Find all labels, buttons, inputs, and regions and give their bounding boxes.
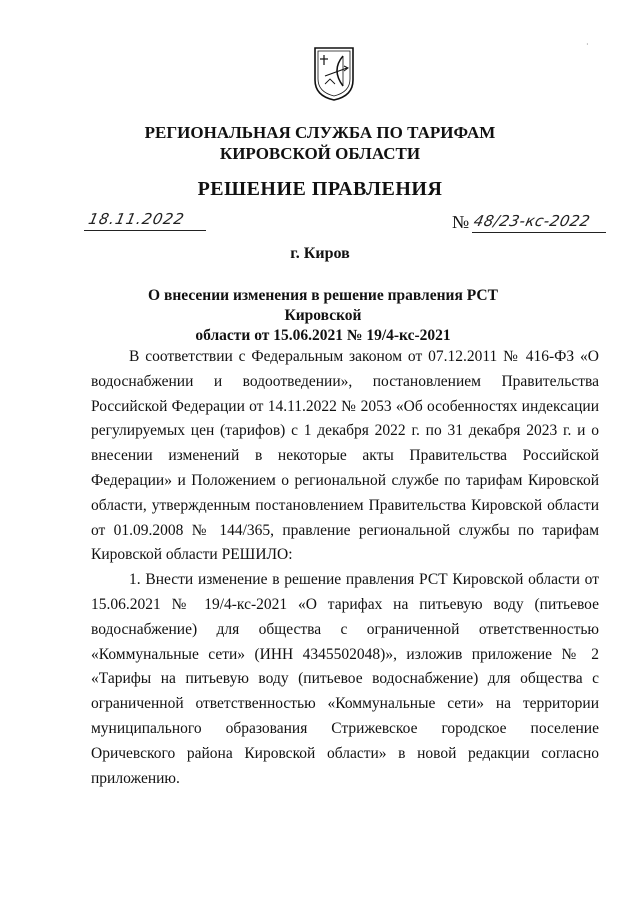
preamble-paragraph: В соответствии с Федеральным законом от 07.12.2011 № 416-ФЗ «О водоснабжении и водоотведении», постановлением Правительства Российской Федерации от 14.11.2022 № 2053 «Об особенностях индексации регулируемых цен (тарифов) с 1 декабря 2022 г. по 31 декабря 2023 г. и о внесении изменений в некоторые акты Правительства Российской Федерации» и Положением о региональной службе по тарифам Кировской области, утвержденным постановлением Правительства Кировской области от 01.09.2008 № 144/365, правление региональной службы по тарифам Кировской области РЕШИЛО:: [91, 348, 599, 564]
item-1-paragraph: 1. Внести изменение в решение правления РСТ Кировской области от 15.06.2021 № 19/4-кс-2021 «О тарифах на питьевую воду (питьевое водоснабжение) для общества с ограниченной ответственностью «Коммунальные сети» (ИНН 4345502048)», изложив приложение № 2 «Тарифы на питьевую воду (питьевое водоснабжение) для общества с ограниченной ответственностью «Коммунальные сети» на территории муниципального образования Стрижевское городское поселение Оричевского района Кировской области» в новой редакции согласно приложению.: [91, 571, 599, 787]
document-date: 18.11.2022: [86, 210, 187, 228]
coat-of-arms-icon: [313, 46, 355, 102]
document-number: [436, 206, 606, 236]
number-value: 48/23-кс-2022: [472, 212, 592, 230]
number-underline: [472, 232, 606, 233]
subject-line-2: области от 15.06.2021 № 19/4-кс-2021: [195, 327, 451, 344]
number-sign: №: [452, 212, 470, 232]
date-underline: [84, 230, 206, 231]
document-subject: [118, 286, 528, 346]
organization-line-2: КИРОВСКОЙ ОБЛАСТИ: [219, 144, 421, 163]
organization-line-1: РЕГИОНАЛЬНАЯ СЛУЖБА ПО ТАРИФАМ: [144, 123, 496, 142]
city-name: г. Киров: [290, 245, 350, 262]
document-body: [91, 345, 599, 791]
subject-line-1: О внесении изменения в решение правления РСТ Кировской: [148, 287, 498, 324]
scan-speck: ·: [586, 40, 589, 49]
document-title: РЕШЕНИЕ ПРАВЛЕНИЯ: [197, 178, 443, 200]
organization-name: [100, 122, 540, 164]
